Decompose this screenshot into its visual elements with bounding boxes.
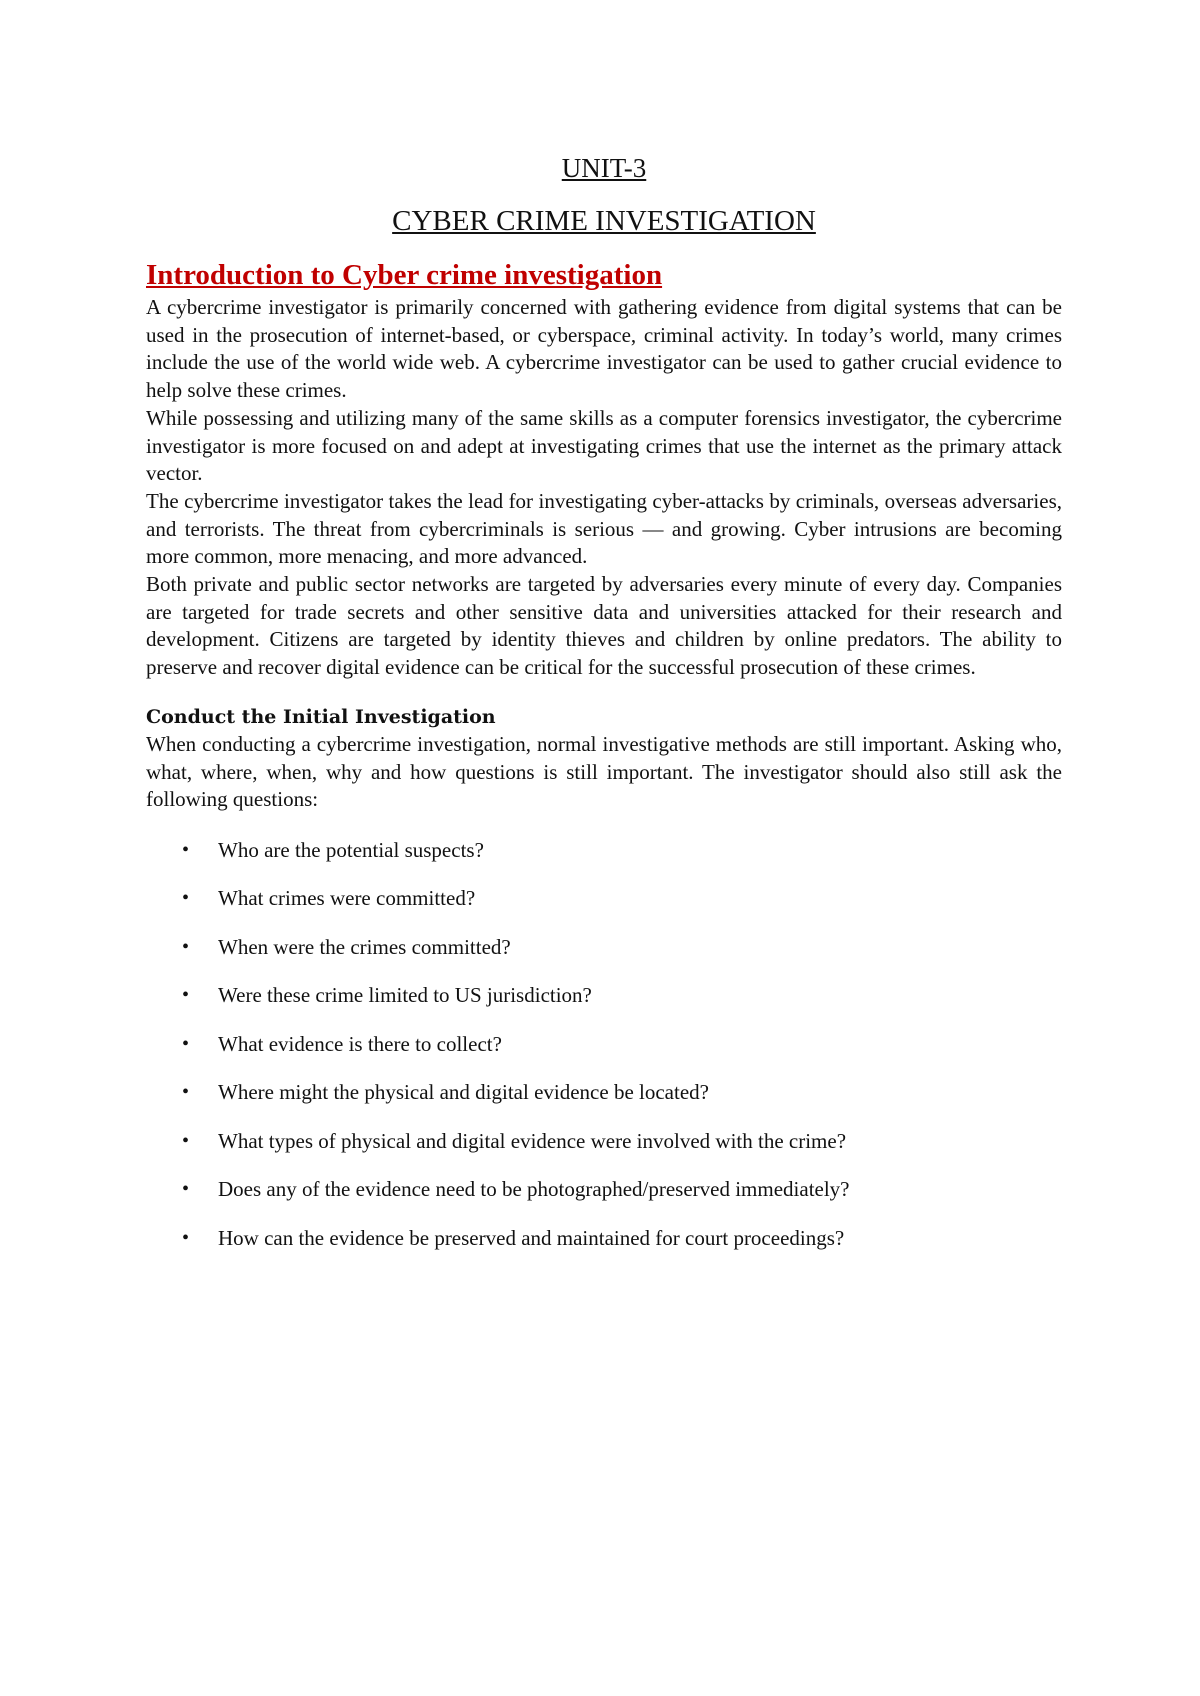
bullet-icon: •: [182, 1226, 190, 1249]
list-item: [146, 836, 1062, 864]
section-heading-introduction: Introduction to Cyber crime investigation: [146, 259, 663, 291]
document-title: CYBER CRIME INVESTIGATION: [392, 205, 816, 237]
list-item: [146, 884, 1062, 912]
bullet-icon: •: [182, 935, 190, 958]
list-item: [146, 1078, 1062, 1106]
list-item-text: Who are the potential suspects?: [218, 837, 484, 862]
document-page: [146, 140, 1062, 1272]
list-item-text: Where might the physical and digital evidence be located?: [218, 1080, 709, 1105]
initial-investigation-paragraph: When conducting a cybercrime investigation, normal investigative methods are still important. Asking who, what, where, when, why and how questions is still important. The investigator should also still ask the following questions:: [146, 731, 1062, 812]
subheading-initial-investigation: Conduct the Initial Investigation: [146, 705, 496, 728]
list-item-text: When were the crimes committed?: [218, 934, 511, 959]
list-item-text: How can the evidence be preserved and maintained for court proceedings?: [218, 1225, 845, 1250]
bullet-icon: •: [182, 1178, 190, 1201]
bullet-icon: •: [182, 1129, 190, 1152]
unit-title: UNIT-3: [561, 153, 647, 183]
list-item: [146, 1175, 1062, 1203]
list-item-text: Does any of the evidence need to be photographed/preserved immediately?: [218, 1177, 850, 1202]
intro-paragraph-4: Both private and public sector networks are targeted by adversaries every minute of every day. Companies are targeted for trade secrets and other sensitive data and universities attacked for their research and development. Citizens are targeted by identity thieves and children by online predators. The ability to preserve and recover digital evidence can be critical for the successful prosecution of these crimes.: [146, 572, 1062, 680]
bullet-icon: •: [182, 1081, 190, 1104]
list-item-text: What evidence is there to collect?: [218, 1031, 502, 1056]
list-item-text: Were these crime limited to US jurisdiction?: [218, 983, 592, 1008]
list-item: [146, 933, 1062, 961]
list-item: [146, 981, 1062, 1009]
bullet-icon: •: [182, 984, 190, 1007]
bullet-icon: •: [182, 887, 190, 910]
list-item: [146, 1127, 1062, 1155]
intro-paragraph-2: While possessing and utilizing many of the same skills as a computer forensics investigator, the cybercrime investigator is more focused on and adept at investigating crimes that use the internet as the primary attack vector.: [146, 405, 1062, 486]
questions-list: [146, 836, 1062, 1252]
bullet-icon: •: [182, 1032, 190, 1055]
list-item-text: What types of physical and digital evidence were involved with the crime?: [218, 1128, 847, 1153]
list-item-text: What crimes were committed?: [218, 886, 476, 911]
list-item: [146, 1030, 1062, 1058]
intro-paragraph-1: A cybercrime investigator is primarily concerned with gathering evidence from digital systems that can be used in the prosecution of internet-based, or cyberspace, criminal activity. In today’s world, many crimes include the use of the world wide web. A cybercrime investigator can be used to gather crucial evidence to help solve these crimes.: [146, 295, 1062, 403]
list-item: [146, 1224, 1062, 1252]
bullet-icon: •: [182, 838, 190, 861]
intro-paragraph-3: The cybercrime investigator takes the lead for investigating cyber-attacks by criminals, overseas adversaries, and terrorists. The threat from cybercriminals is serious — and growing. Cyber intrusions are becoming more common, more menacing, and more advanced.: [146, 488, 1062, 569]
